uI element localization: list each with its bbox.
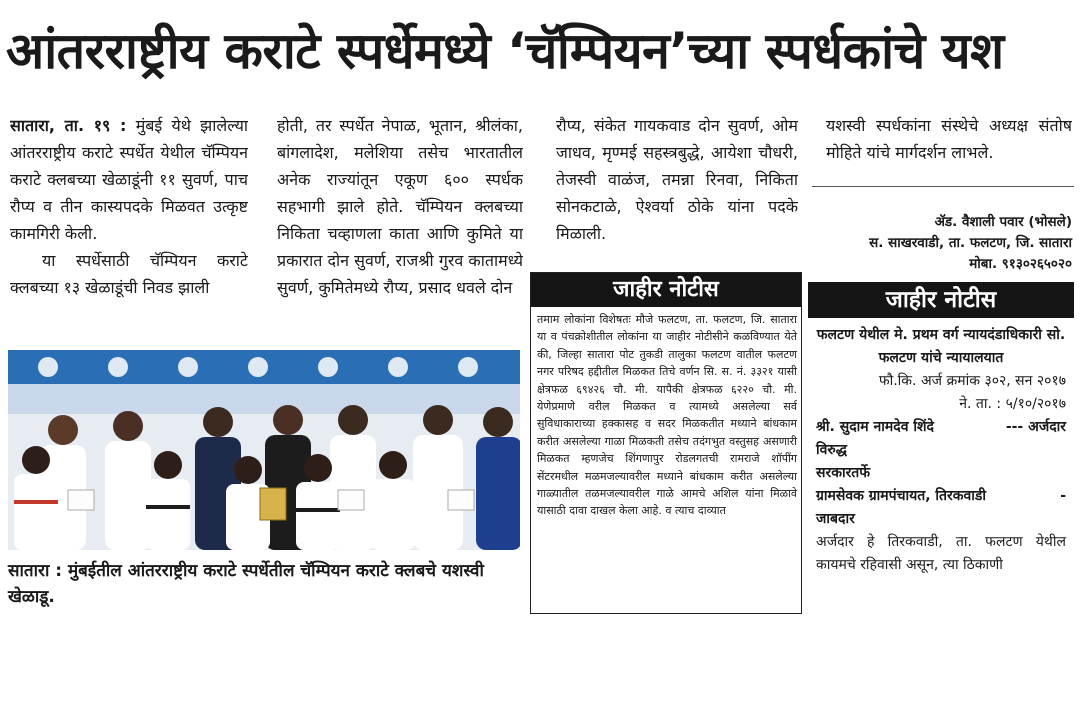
- article-column-3: [556, 112, 798, 252]
- article-text-col3: रौप्य, संकेत गायकवाड दोन सुवर्ण, ओम जाधव, मृण्मई सहस्त्रबुद्धे, आयेशा चौधरी, तेजस्वी वाळंज, तमन्ना रिनवा, निकिता सोनकटाळे, ऐश्वर्या ठोके यांना पदके मिळाली.: [556, 116, 798, 243]
- notice-1-body: तमाम लोकांना विशेषतः मौजे फलटण, ता. फलटण, जि. सातारा या व पंचक्रोशीतील लोकांना या जाहीर नोटीसीने कळविण्यात येते की, जिल्हा सातारा पोट तुकडी तालुका फलटण वातील फलटण नगर परिषद हद्दीतील मिळकत तिचे वर्णन सि. स. नं. ३३२१ यासी क्षेत्रफळ ६९४२६ चौ. मी. यापैकी क्षेत्रफळ ६२२० चौ. मी. येणेप्रमाणे वरील मिळकत व त्यामध्ये असलेल्या सर्व सुविधाकाराच्या हक्कासह व सदर मिळकतीत मध्याने बांधकाम करीत असलेल्या गाळा मिळकती तसेच तदंगभुत वस्तुसह असणारी मिळकत म्हणजेच शिंगणापुर रोडलगतची रामराजे शॉपींग सेंटरमधील मळमजल्यावरील मध्याने बांधकाम करीत असलेल्या गाळ्यातील तळमजल्यावरील गाळे आमचे अशिल यांना मिळावे यासाठी दावा दाखल केला आहे. व त्याच दाव्यात: [537, 313, 797, 518]
- applicant-name: श्री. सुदाम नामदेव शिंदे: [816, 419, 934, 435]
- article-column-4: [826, 112, 1072, 172]
- advocate-address: स. साखरवाडी, ता. फलटण, जि. सातारा: [869, 235, 1072, 251]
- article-text-col2: होती, तर स्पर्धेत नेपाळ, भूतान, श्रीलंका, बांगलादेश, मलेशिया तसेच भारतातील अनेक राज्यांतून एकूण ६०० स्पर्धक सहभागी झाले होते. चॅम्पियन क्लबच्या निकिता चव्हाणला काता आणि कुमिते या प्रकारात दोन सुवर्ण, राजश्री गुरव कातामध्ये सुवर्ण, कुमितेमध्ये रौप्य, प्रसाद धवले दोन: [277, 116, 523, 297]
- notice-2-title: जाहीर नोटीस: [808, 282, 1074, 318]
- applicant-row: [816, 416, 1066, 439]
- caption-text: मुंबईतील आंतरराष्ट्रीय कराटे स्पर्धेतील चॅम्पियन कराटे क्लबचे यशस्वी खेळाडू.: [8, 561, 484, 607]
- photo-caption: [8, 558, 528, 610]
- article-text-col4: यशस्वी स्पर्धकांना संस्थेचे अध्यक्ष संतोष मोहिते यांचे मार्गदर्शन लाभले.: [826, 116, 1072, 162]
- notice-2-text: अर्जदार हे तिरकवाडी, ता. फलटण येथील कायमचे रहिवासी असून, त्या ठिकाणी: [816, 534, 1066, 573]
- public-notice-2: [808, 282, 1074, 612]
- respondent-role: जाबदार: [816, 511, 855, 527]
- court-name: फलटण येथील मे. प्रथम वर्ग न्यायदंडाधिकारी सो. फलटण यांचे न्यायालयात: [816, 327, 1066, 366]
- advocate-details: [810, 212, 1072, 275]
- column-divider: [812, 186, 1074, 187]
- dateline: सातारा, ता. १९ :: [10, 116, 127, 135]
- applicant-role: --- अर्जदार: [1005, 419, 1066, 435]
- advocate-name: ॲड. वैशाली पवार (भोसले): [934, 214, 1072, 230]
- team-photo: [8, 350, 520, 550]
- article-paragraph-1: मुंबई येथे झालेल्या आंतरराष्ट्रीय कराटे स्पर्धेत येथील चॅम्पियन कराटे क्लबच्या खेळाडूंनी ११ सुवर्ण, पाच रौप्य व तीन कास्यपदके मिळवत उत्कृष्ट कामगिरी केली.: [10, 116, 248, 243]
- team-photo-illustration: [8, 350, 520, 550]
- article-column-2: [277, 112, 523, 337]
- notice-2-body: [808, 318, 1074, 577]
- on-behalf: सरकारतर्फे: [816, 465, 871, 481]
- article-paragraph-2: या स्पर्धेसाठी चॅम्पियन कराटे क्लबच्या १३ खेळाडूंची निवड झाली: [10, 251, 248, 297]
- next-date: ने. ता. : ५/१०/२०१७: [959, 396, 1066, 412]
- caption-place: सातारा :: [8, 561, 63, 581]
- article-column-1: [10, 112, 248, 337]
- case-number: फौ.कि. अर्ज क्रमांक ३०२, सन २०१७: [878, 373, 1066, 389]
- respondent-name: ग्रामसेवक ग्रामपंचायत, तिरकवाडी: [816, 488, 987, 504]
- versus: विरुद्ध: [816, 442, 847, 458]
- notice-1-title: जाहीर नोटीस: [531, 273, 801, 307]
- public-notice-1: [530, 272, 802, 614]
- headline: आंतरराष्ट्रीय कराटे स्पर्धेमध्ये ‘चॅम्पियन’च्या स्पर्धकांचे यश: [6, 22, 1004, 80]
- respondent-row: [816, 485, 1066, 508]
- respondent-dash: -: [1060, 488, 1066, 504]
- advocate-mobile: मोबा. ९१३०२६५०२०: [969, 256, 1072, 272]
